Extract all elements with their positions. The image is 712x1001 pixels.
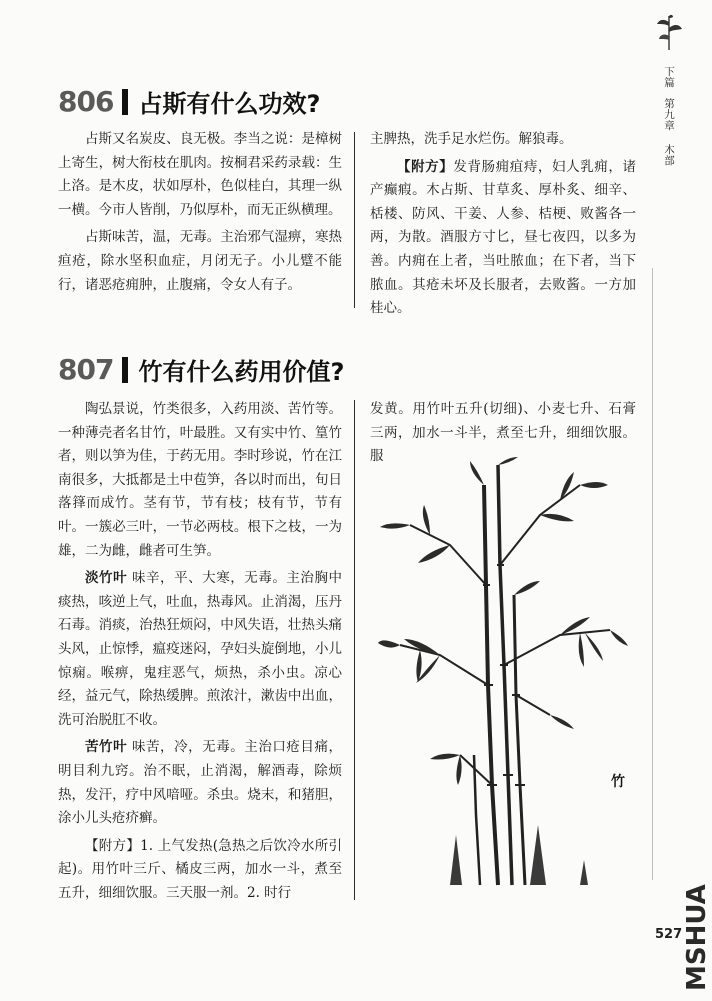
heading-bar bbox=[122, 89, 128, 115]
fufang-text: 发背肠痈疽痔，妇人乳痈，诸产癫瘕。木占斯、甘草炙、厚朴炙、细辛、栝楼、防风、干姜、人参、桔梗、败酱各一两，为散。酒服方寸匕，昼七夜四，以多为善。内痈在上者，当吐脓血；在下者，当下脓血。其疮未坏及长服者，去败酱。一方加桂心。 bbox=[370, 158, 636, 317]
image-caption: 竹 bbox=[611, 774, 625, 790]
margin-rule bbox=[652, 268, 653, 880]
section-number: 807 bbox=[58, 353, 114, 386]
running-head-chapter: 第九章 bbox=[663, 98, 675, 131]
paragraph: 陶弘景说，竹类很多，入药用淡、苦竹等。一种薄壳者名甘竹，叶最胜。又有实中竹、篁竹者，则以笋为佳，于药无用。李时珍说，竹在江南很多，大抵都是土中苞笋，各以时而出，旬日落箨而成竹。茎有节，节有枝；枝有节，节有叶。一簇必三叶，一节必两枝。根下之枝，一为雄，二为雌，雌者可生笋。 bbox=[58, 401, 342, 559]
dan-zhu-ye-text: 味辛，平、大寒，无毒。主治胸中痰热，咳逆上气，吐血，热毒风。止消渴，压丹石毒。消痰，治热狂烦闷，中风失语，壮热头痛头风，止惊悸，瘟疫迷闷，孕妇头旋倒地，小儿惊痫。喉痹，鬼疰恶气，烦热，杀小虫。凉心经，益元气，除热缓脾。煎浓汁，漱齿中出血，洗可治脱肛不收。 bbox=[58, 570, 343, 728]
section-number: 806 bbox=[58, 85, 114, 118]
section-806-left-column bbox=[58, 128, 342, 301]
paragraph: 占斯又名炭皮、良无极。李当之说：是樟树上寄生，树大衔枝在肌肉。按桐君采药录载：生上洛。是木皮，状如厚朴，色似桂白，其理一纵一横。今市人皆削，乃似厚朴，而无正纵横理。 bbox=[58, 131, 342, 218]
section-title: 竹有什么药用价值? bbox=[138, 358, 345, 386]
page-number: 527 bbox=[655, 927, 683, 942]
plant-ornament-icon bbox=[654, 12, 684, 52]
running-head bbox=[651, 12, 687, 52]
section-807-left-column bbox=[58, 398, 342, 909]
ku-zhu-ye-text: 味苦，冷，无毒。主治口疮目痛，明目利九窍。治不眠，止消渴，解酒毒，除烦热，发汗，疗中风喑哑。杀虫。烧末，和猪胆，涂小儿头疮疥癣。 bbox=[58, 739, 343, 827]
watermark-text: MSHUA bbox=[682, 884, 712, 991]
running-head-part: 下篇 bbox=[663, 66, 675, 88]
fufang-label: 【附方】 bbox=[85, 837, 141, 854]
section-title: 占斯有什么功效? bbox=[138, 90, 321, 118]
column-divider bbox=[354, 132, 355, 308]
section-heading-806 bbox=[58, 84, 320, 119]
paragraph: 发黄。用竹叶五升(切细)、小麦七升、石膏三两，加水一斗半，煮至七升，细细饮服。服 bbox=[370, 401, 636, 465]
ku-zhu-ye-paragraph bbox=[58, 736, 342, 830]
fufang-paragraph bbox=[58, 835, 342, 906]
dan-zhu-ye-label: 淡竹叶 bbox=[85, 570, 128, 587]
watermark bbox=[636, 875, 712, 995]
paragraph: 占斯味苦，温，无毒。主治邪气湿痹，寒热疸疮，除水坚积血症，月闭无子。小儿躄不能行，诸恶疮痈肿，止腹痛，令女人有子。 bbox=[58, 229, 342, 293]
running-head-section: 木部 bbox=[663, 144, 675, 166]
section-heading-807 bbox=[58, 352, 344, 387]
paragraph: 主脾热，洗手足水烂伤。解狼毒。 bbox=[370, 131, 573, 147]
column-divider bbox=[354, 400, 355, 900]
bamboo-illustration bbox=[380, 455, 630, 895]
section-806-right-column bbox=[370, 128, 636, 325]
heading-bar bbox=[122, 357, 128, 383]
dan-zhu-ye-paragraph bbox=[58, 567, 342, 732]
fufang-paragraph bbox=[370, 156, 636, 321]
fufang-text: 1. 上气发热(急热之后饮冷水所引起)。用竹叶三斤、橘皮三两，加水一斗，煮至五升，细细饮服。三天服一剂。2. 时行 bbox=[58, 837, 342, 901]
ku-zhu-ye-label: 苦竹叶 bbox=[85, 739, 128, 756]
fufang-label: 【附方】 bbox=[397, 158, 454, 175]
